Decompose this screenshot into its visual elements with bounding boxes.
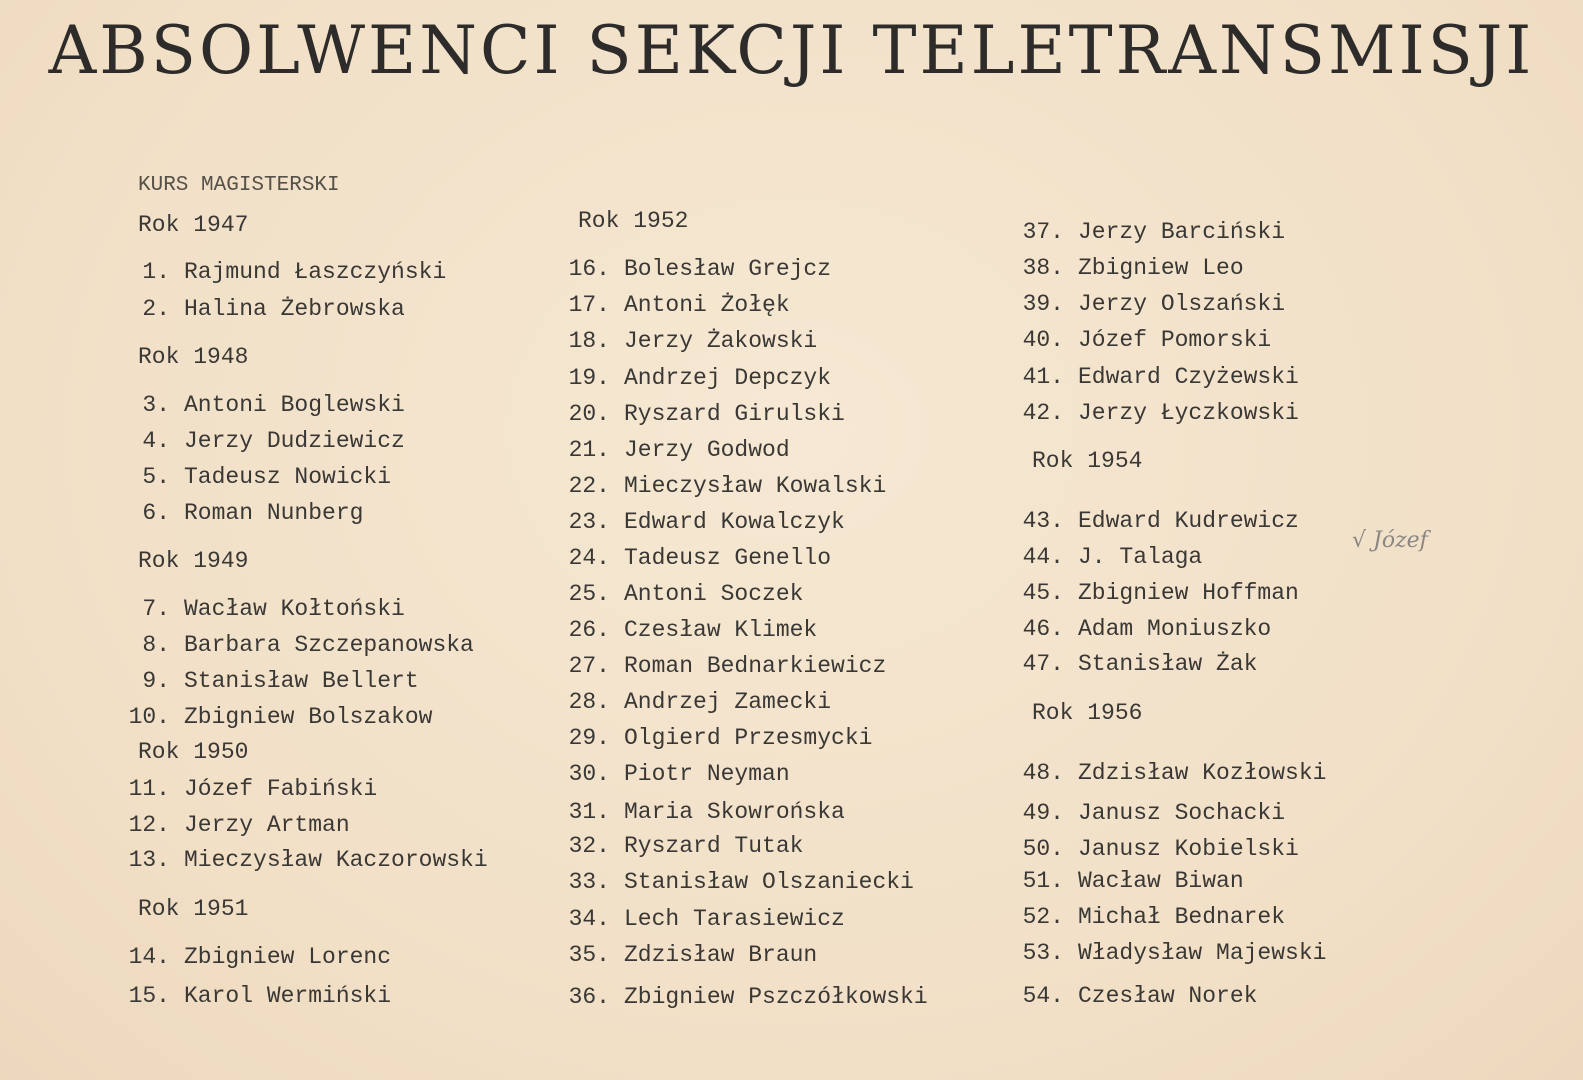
entry-number: 36. (568, 984, 610, 1010)
entry-number: 10. (128, 704, 170, 730)
graduate-name: Piotr Neyman (624, 761, 790, 787)
graduate-entry (124, 632, 474, 658)
entry-number: 32. (568, 833, 610, 859)
graduate-entry (1018, 836, 1299, 862)
graduate-name: Mieczysław Kaczorowski (184, 847, 488, 873)
graduate-name: Józef Fabiński (184, 776, 378, 802)
entry-number: 20. (568, 401, 610, 427)
graduate-entry (564, 984, 928, 1010)
graduate-name: Zdzisław Braun (624, 942, 818, 968)
graduate-entry (564, 617, 817, 643)
entry-number: 38. (1022, 255, 1064, 281)
entry-number: 34. (568, 906, 610, 932)
graduate-entry (564, 545, 831, 571)
entry-number: 51. (1022, 868, 1064, 894)
graduate-name: Roman Nunberg (184, 500, 364, 526)
entry-number: 12. (128, 812, 170, 838)
graduate-name: Zbigniew Bolszakow (184, 704, 433, 730)
graduate-name: Józef Pomorski (1078, 327, 1272, 353)
graduate-name: Antoni Żołęk (624, 292, 790, 318)
entry-number: 4. (142, 428, 170, 454)
graduate-entry (564, 256, 831, 282)
entry-number: 19. (568, 365, 610, 391)
graduate-name: Antoni Soczek (624, 581, 804, 607)
graduate-entry (564, 292, 790, 318)
graduate-entry (124, 296, 405, 322)
graduate-entry (564, 942, 817, 968)
entry-number: 33. (568, 869, 610, 895)
graduate-name: Jerzy Olszański (1078, 291, 1286, 317)
graduate-name: Jerzy Barciński (1078, 219, 1286, 245)
entry-number: 13. (128, 847, 170, 873)
graduate-entry (564, 869, 914, 895)
graduate-name: Edward Kowalczyk (624, 509, 845, 535)
graduate-name: Jerzy Łyczkowski (1078, 400, 1299, 426)
entry-number: 22. (568, 473, 610, 499)
graduate-name: Jerzy Artman (184, 812, 350, 838)
entry-number: 8. (142, 632, 170, 658)
entry-number: 31. (568, 799, 610, 825)
graduate-name: Rajmund Łaszczyński (184, 259, 447, 285)
entry-number: 37. (1022, 219, 1064, 245)
graduate-entry (564, 653, 886, 679)
entry-number: 16. (568, 256, 610, 282)
graduate-name: Janusz Kobielski (1078, 836, 1299, 862)
entry-number: 6. (142, 500, 170, 526)
graduate-entry (1018, 800, 1285, 826)
graduate-name: Czesław Klimek (624, 617, 818, 643)
entry-number: 3. (142, 392, 170, 418)
course-label: KURS MAGISTERSKI (138, 174, 340, 197)
graduate-name: Zbigniew Lorenc (184, 944, 392, 970)
entry-number: 9. (142, 668, 170, 694)
graduate-entry (564, 437, 790, 463)
graduate-name: Władysław Majewski (1078, 940, 1327, 966)
graduate-name: Edward Kudrewicz (1078, 508, 1299, 534)
graduate-entry (1018, 219, 1285, 245)
year-heading: Rok 1948 (138, 344, 249, 370)
graduate-entry (1018, 544, 1202, 570)
graduate-entry (124, 259, 446, 285)
graduate-entry (124, 500, 363, 526)
graduate-name: Tadeusz Genello (624, 545, 832, 571)
graduate-entry (1018, 508, 1299, 534)
graduate-entry (1018, 868, 1244, 894)
graduate-name: Zbigniew Pszczółkowski (624, 984, 928, 1010)
graduate-name: Janusz Sochacki (1078, 800, 1286, 826)
entry-number: 30. (568, 761, 610, 787)
graduate-name: Karol Wermiński (184, 983, 392, 1009)
entry-number: 42. (1022, 400, 1064, 426)
entry-number: 28. (568, 689, 610, 715)
entry-number: 18. (568, 328, 610, 354)
graduate-name: Jerzy Godwod (624, 437, 790, 463)
entry-number: 29. (568, 725, 610, 751)
entry-number: 21. (568, 437, 610, 463)
graduate-entry (124, 944, 391, 970)
entry-number: 49. (1022, 800, 1064, 826)
graduate-entry (124, 464, 391, 490)
graduate-name: Olgierd Przesmycki (624, 725, 873, 751)
entry-number: 48. (1022, 760, 1064, 786)
graduate-entry (564, 581, 803, 607)
entry-number: 1. (142, 259, 170, 285)
entry-number: 27. (568, 653, 610, 679)
handwritten-note: √ Józef (1352, 528, 1428, 553)
graduate-entry (1018, 580, 1299, 606)
graduate-entry (1018, 983, 1257, 1009)
entry-number: 23. (568, 509, 610, 535)
graduate-name: Adam Moniuszko (1078, 616, 1272, 642)
entry-number: 25. (568, 581, 610, 607)
entry-number: 35. (568, 942, 610, 968)
entry-number: 14. (128, 944, 170, 970)
entry-number: 15. (128, 983, 170, 1009)
entry-number: 52. (1022, 904, 1064, 930)
graduate-name: Ryszard Girulski (624, 401, 845, 427)
graduate-name: Michał Bednarek (1078, 904, 1286, 930)
year-heading: Rok 1954 (1032, 448, 1143, 474)
year-heading: Rok 1952 (578, 208, 689, 234)
entry-number: 53. (1022, 940, 1064, 966)
year-heading: Rok 1956 (1032, 700, 1143, 726)
graduate-entry (564, 365, 831, 391)
graduate-name: Wacław Biwan (1078, 868, 1244, 894)
graduate-name: Zbigniew Hoffman (1078, 580, 1299, 606)
graduate-name: Barbara Szczepanowska (184, 632, 474, 658)
graduate-entry (1018, 651, 1257, 677)
graduate-entry (1018, 760, 1326, 786)
graduate-entry (1018, 255, 1244, 281)
graduate-entry (1018, 940, 1326, 966)
graduate-name: Andrzej Depczyk (624, 365, 832, 391)
graduate-name: Roman Bednarkiewicz (624, 653, 887, 679)
year-heading: Rok 1950 (138, 739, 249, 765)
graduate-name: Wacław Kołtoński (184, 596, 405, 622)
graduate-entry (1018, 616, 1271, 642)
entry-number: 24. (568, 545, 610, 571)
document-title: ABSOLWENCI SEKCJI TELETRANSMISJI (48, 12, 1535, 89)
graduate-entry (124, 428, 405, 454)
graduate-entry (564, 473, 886, 499)
entry-number: 41. (1022, 364, 1064, 390)
graduate-name: Jerzy Dudziewicz (184, 428, 405, 454)
graduate-entry (1018, 327, 1271, 353)
year-heading: Rok 1951 (138, 896, 249, 922)
graduate-entry (564, 689, 831, 715)
entry-number: 45. (1022, 580, 1064, 606)
entry-number: 2. (142, 296, 170, 322)
entry-number: 46. (1022, 616, 1064, 642)
year-heading: Rok 1949 (138, 548, 249, 574)
entry-number: 54. (1022, 983, 1064, 1009)
graduate-name: Jerzy Żakowski (624, 328, 818, 354)
graduate-name: Stanisław Olszaniecki (624, 869, 914, 895)
graduate-name: Maria Skowrońska (624, 799, 845, 825)
graduate-entry (564, 509, 845, 535)
graduate-name: Ryszard Tutak (624, 833, 804, 859)
entry-number: 44. (1022, 544, 1064, 570)
graduate-name: Stanisław Żak (1078, 651, 1258, 677)
entry-number: 40. (1022, 327, 1064, 353)
graduate-entry (124, 392, 405, 418)
graduate-name: Halina Żebrowska (184, 296, 405, 322)
graduate-name: Bolesław Grejcz (624, 256, 832, 282)
graduate-entry (124, 776, 377, 802)
graduate-name: Mieczysław Kowalski (624, 473, 887, 499)
graduate-entry (124, 596, 405, 622)
graduate-entry (564, 401, 845, 427)
graduate-entry (124, 668, 419, 694)
entry-number: 11. (128, 776, 170, 802)
graduate-name: Antoni Boglewski (184, 392, 405, 418)
entry-number: 47. (1022, 651, 1064, 677)
graduate-name: Andrzej Zamecki (624, 689, 832, 715)
graduate-entry (124, 983, 391, 1009)
entry-number: 26. (568, 617, 610, 643)
graduate-entry (564, 725, 872, 751)
graduate-name: Zdzisław Kozłowski (1078, 760, 1327, 786)
graduate-entry (564, 799, 845, 825)
graduate-name: Czesław Norek (1078, 983, 1258, 1009)
graduate-entry (564, 761, 790, 787)
graduate-entry (124, 812, 350, 838)
entry-number: 39. (1022, 291, 1064, 317)
entry-number: 17. (568, 292, 610, 318)
graduate-entry (1018, 291, 1285, 317)
graduate-entry (564, 906, 845, 932)
graduate-entry (1018, 904, 1285, 930)
graduate-entry (564, 328, 817, 354)
entry-number: 7. (142, 596, 170, 622)
graduate-name: Edward Czyżewski (1078, 364, 1299, 390)
graduate-entry (1018, 364, 1299, 390)
graduate-name: Zbigniew Leo (1078, 255, 1244, 281)
entry-number: 50. (1022, 836, 1064, 862)
graduate-entry (124, 847, 488, 873)
graduate-name: Lech Tarasiewicz (624, 906, 845, 932)
year-heading: Rok 1947 (138, 212, 249, 238)
graduate-name: Tadeusz Nowicki (184, 464, 392, 490)
graduate-name: Stanisław Bellert (184, 668, 419, 694)
graduate-entry (564, 833, 803, 859)
graduate-entry (1018, 400, 1299, 426)
graduate-name: J. Talaga (1078, 544, 1203, 570)
entry-number: 5. (142, 464, 170, 490)
entry-number: 43. (1022, 508, 1064, 534)
graduate-entry (124, 704, 432, 730)
